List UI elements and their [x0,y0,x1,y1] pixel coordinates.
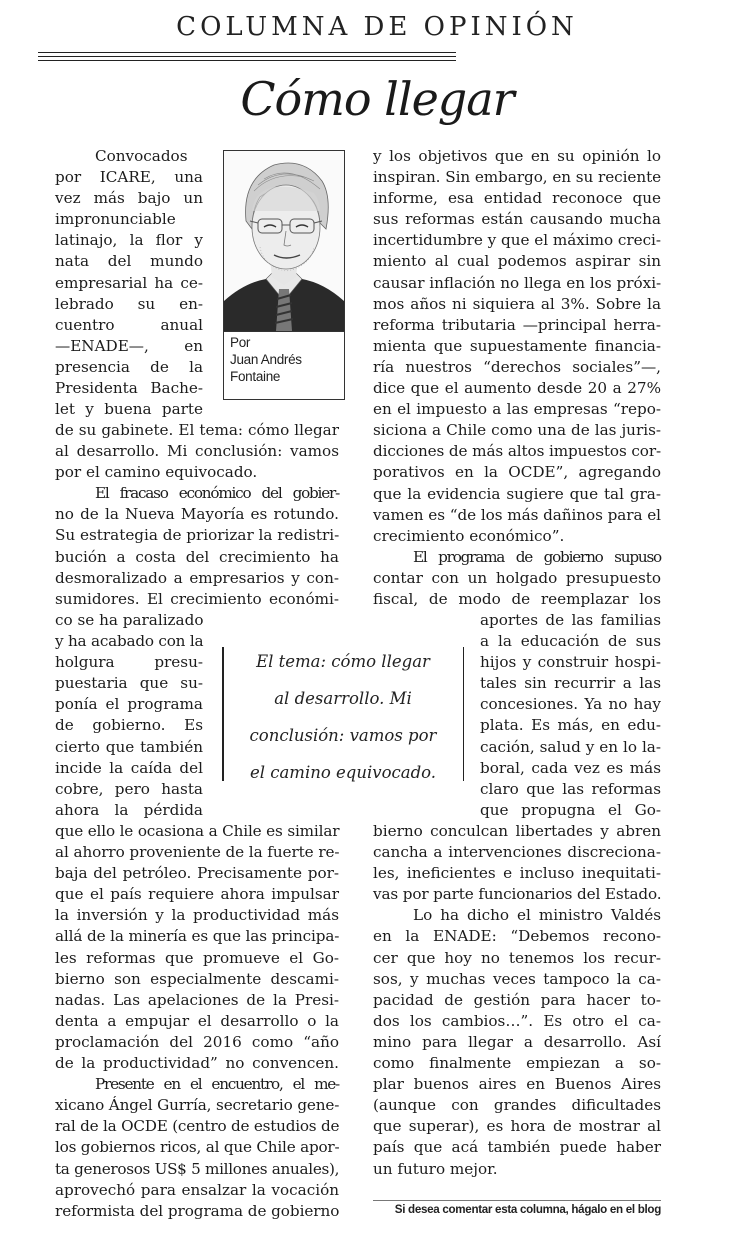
text-line: cobre, pero hasta [55,779,203,798]
text-line: crecimiento económico”. [373,526,565,545]
pull-quote-text [222,643,464,791]
pull-quote-line: El tema: cómo llegar [256,652,430,671]
right-column-full-1 [373,146,661,610]
text-line: la inversión y la productividad más [55,906,339,925]
header-rule [38,60,456,61]
text-line: presencia de la [55,357,203,376]
text-line: siciona a Chile como una de las juris- [373,421,661,440]
text-line: causar inflación no llega en los próxi- [373,273,662,292]
text-line: en el impuesto a las empresas “repo- [373,400,661,419]
text-line: allá de la minería es que las principa- [55,927,340,946]
text-line: un futuro mejor. [373,1159,498,1178]
text-line: impronunciable [55,210,176,229]
byline-prefix: Por [230,335,251,350]
text-line: porativos en la OCDE”, agregando [373,463,661,482]
text-line: claro que las reformas [480,779,661,798]
text-line: en la ENADE: “Debemos recono- [373,927,661,946]
text-line: let y buena parte [55,400,203,419]
text-line: ponía el programa [55,695,203,714]
text-line: país que acá también puede haber [373,1138,661,1157]
text-line: vez más bajo un [55,189,203,208]
text-line: denta a empujar el desarrollo o la [55,1011,339,1030]
text-line: miento al cual podemos aspirar sin [373,252,661,271]
text-line: nata del mundo [55,252,203,271]
text-line: vas por parte funcionarios del Estado. [373,885,662,904]
text-line: les, ineficientes e incluso inequitati- [373,864,661,883]
text-line: dos los cambios…”. Es otro el ca- [373,1011,661,1030]
footer-rule [373,1200,661,1201]
text-line: cierto que también [55,737,203,756]
text-line: sos, y muchas veces tampoco la ca- [373,969,661,988]
pull-quote-line: al desarrollo. Mi [274,689,412,708]
text-line: baja del petróleo. Precisamente por- [55,864,339,883]
text-line: y ha acabado con la [55,632,204,651]
text-line: que la evidencia sugiere que tal gra- [373,484,661,503]
text-line: Presidenta Bache- [55,379,203,398]
text-line: plar buenos aires en Buenos Aires [373,1075,661,1094]
article-title: Cómo llegar [240,72,514,126]
text-line: ral de la OCDE (centro de estudios de [55,1117,340,1136]
text-line: como finalmente empiezan a so- [373,1054,661,1073]
right-column-narrow [480,610,661,821]
text-line: incertidumbre y que el máximo creci- [373,231,661,250]
text-line: de su gabinete. El tema: cómo llegar [55,421,339,439]
text-line: empresarial ha ce- [55,273,203,292]
text-line: (aunque con grandes dificultades [373,1096,661,1115]
text-line: de gobierno. Es [55,716,203,735]
text-line: a la educación de sus [480,632,661,651]
text-line: proclamación del 2016 como “año [55,1032,339,1051]
text-line: les reformas que promueve el Go- [55,948,339,967]
text-line: que superar), es hora de mostrar al [373,1117,661,1136]
author-photo-box [223,150,345,400]
pull-quote-line: conclusión: vamos por [249,726,437,745]
text-line: tales sin recurrir a las [480,674,661,693]
left-column-narrow [55,610,203,821]
text-line: pacidad de gestión para hacer to- [373,990,661,1009]
text-line: cer que hoy no tenemos los recur- [373,948,661,967]
text-line: por el camino equivocado. [55,463,258,482]
text-line: cuentro anual [55,315,203,334]
text-line: mos años ni siquiera al 3%. Sobre la [373,294,661,313]
byline [230,334,302,385]
author-portrait-image [224,151,344,332]
text-line: nadas. Las apelaciones de la Presi- [55,990,339,1009]
left-column-full-2 [55,821,339,1222]
text-line: al desarrollo. Mi conclusión: vamos [55,442,339,461]
text-line: ahora la pérdida [55,800,203,819]
header-rule [38,56,456,57]
text-line: El programa de gobierno supuso [413,547,661,566]
text-line: aportes de las familias [480,611,661,629]
text-line: que el país requiere ahora impulsar [55,885,339,904]
text-line: bierno conculcan libertades y abren [373,822,661,840]
text-line: no de la Nueva Mayoría es rotundo. [55,505,339,524]
text-line: desmoralizado a empresarios y con- [55,568,339,587]
text-line: al ahorro proveniente de la fuerte re- [55,843,340,862]
text-line: holgura presu- [55,653,203,672]
text-line: reforma tributaria —principal herra- [373,315,661,334]
text-line: Lo ha dicho el ministro Valdés [413,906,661,925]
text-line: mienta que supuestamente financia- [373,336,661,355]
text-line: El fracaso económico del gobier- [95,484,339,503]
text-line: dicciones de más altos impuestos cor- [373,442,661,461]
text-line: co se ha paralizado [55,611,204,629]
right-column-full-2 [373,821,661,1180]
text-line: cancha a intervenciones discreciona- [373,843,661,862]
blog-comment-link[interactable]: Si desea comentar esta columna, hágalo en el blog [394,1203,661,1216]
text-line: y los objetivos que en su opinión lo [373,147,661,165]
text-line: ría nuestros “derechos sociales”—, [373,357,661,376]
text-line: por ICARE, una [55,168,203,187]
text-line: contar con un holgado presupuesto [373,568,661,587]
text-line: ta generosos US$ 5 millones anuales), [55,1159,340,1178]
author-name-last: Fontaine [230,369,281,384]
text-line: bución a costa del crecimiento ha [55,547,339,566]
text-line: los gobiernos ricos, al que Chile apor- [55,1138,340,1157]
text-line: sumidores. El crecimiento económi- [55,589,339,608]
text-line: mino para llegar a desarrollo. Así [373,1032,661,1051]
text-line: concesiones. Ya no hay [480,695,661,714]
pull-quote [222,647,464,781]
text-line: boral, cada vez es más [480,758,661,777]
text-line: bierno son especialmente descami- [55,969,339,988]
text-line: que ello le ocasiona a Chile es similar [55,822,340,840]
text-line: de la productividad” no convencen. [55,1054,339,1073]
pull-quote-line: el camino equivocado. [249,763,437,782]
text-line: plata. Es más, en edu- [480,716,661,735]
text-line: inspiran. Sin embargo, en su reciente [373,168,662,187]
text-line: Convocados [95,147,188,165]
text-line: reformista del programa de gobierno [55,1201,340,1220]
text-line: sus reformas están causando mucha [373,210,661,229]
author-name-first: Juan Andrés [230,352,302,367]
text-line: incide la caída del [55,758,203,777]
header-rule [38,52,456,53]
text-line: Presente en el encuentro, el me- [95,1075,339,1094]
text-line: aprovechó para ensalzar la vocación [55,1180,339,1199]
left-column-full-1 [55,420,339,610]
text-line: —ENADE—, en [55,336,203,355]
text-line: cación, salud y en lo la- [480,737,661,756]
text-line: latinajo, la flor y [55,231,203,250]
text-line: vamen es “de los más dañinos para el [373,505,661,524]
text-line: puestaria que su- [55,674,203,693]
text-line: fiscal, de modo de reemplazar los [373,589,661,608]
section-header: COLUMNA DE OPINIÓN [176,12,578,42]
text-line: informe, esa entidad reconoce que [373,189,661,208]
portrait-illustration-icon [224,151,344,331]
text-line: dice que el aumento desde 20 a 27% [373,379,661,398]
text-line: hijos y construir hospi- [480,653,661,672]
left-column-wrap [55,146,203,420]
text-line: xicano Ángel Gurría, secretario gene- [55,1096,340,1115]
text-line: que propugna el Go- [480,800,661,819]
text-line: Su estrategia de priorizar la redistri- [55,526,340,545]
text-line: lebrado su en- [55,294,203,313]
